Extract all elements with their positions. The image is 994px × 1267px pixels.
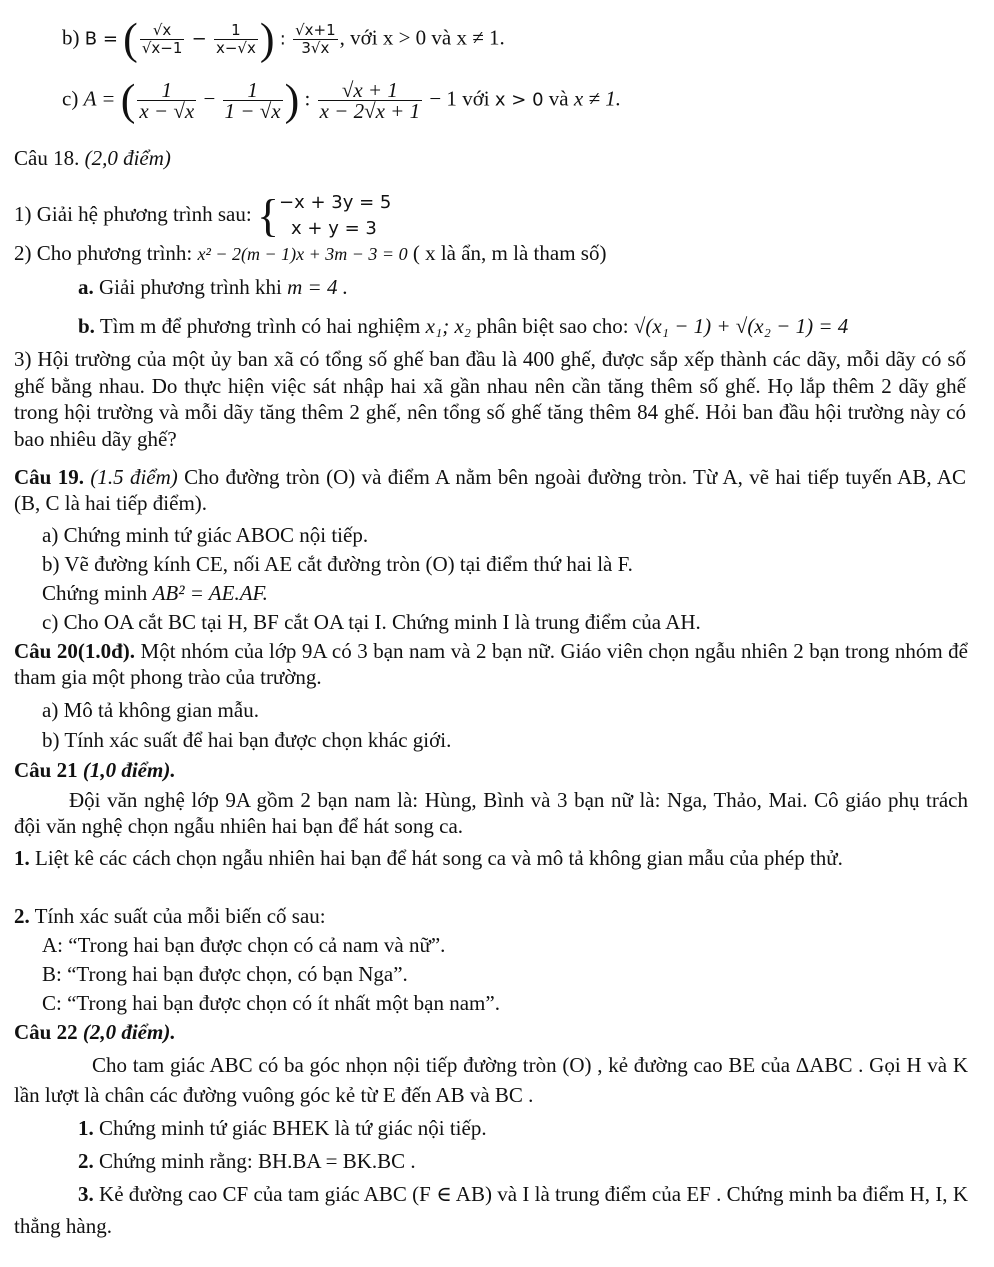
cau19-b2-text: Chứng minh — [42, 581, 148, 605]
cau22-intro: Cho tam giác ABC có ba góc nhọn nội tiếp đường tròn (O) , kẻ đường cao BE của ΔABC . Gọi H và K lần lượt là chân các đường vuông góc kẻ từ E đến AB và BC . — [14, 1053, 968, 1107]
cau18-heading — [14, 145, 171, 171]
item-c-lhs: A = — [83, 86, 116, 111]
item-c-label: c) — [62, 86, 79, 111]
item-b-condition: , với x > 0 và x ≠ 1. — [339, 25, 505, 50]
item-b-lhs: B = — [84, 28, 118, 50]
brace-icon: { — [256, 190, 280, 241]
item-c-line — [62, 75, 621, 125]
paren-open-icon: ( — [123, 14, 138, 64]
cau21-q1-label: 1. — [14, 846, 30, 870]
cau18-b-text: Tìm m để phương trình có hai nghiệm — [99, 314, 421, 338]
cau18-b-condition: √(x₁ − 1) + √(x₂ − 1) = 4 — [633, 314, 849, 338]
paren-close-icon: ) — [284, 75, 300, 125]
item-b-minus: − — [191, 28, 207, 50]
cau19-c: c) Cho OA cắt BC tại H, BF cắt OA tại I. Chứng minh I là trung điểm của AH. — [42, 610, 701, 634]
cau18-part2 — [14, 240, 606, 267]
item-c-cond1: x > 0 — [494, 89, 544, 111]
cau18-a-label: a. — [78, 275, 94, 299]
equation-2: x + y = 3 — [291, 218, 377, 239]
paren-close-icon: ) — [259, 14, 275, 64]
cau22-q1-label: 1. — [78, 1116, 94, 1140]
cau22-q2-text: Chứng minh rằng: BH.BA = BK.BC . — [99, 1149, 416, 1173]
cau21-q2-label: 2. — [14, 904, 30, 928]
cau20-a: a) Mô tả không gian mẫu. — [42, 698, 259, 722]
cau19-b: b) Vẽ đường kính CE, nối AE cắt đường tròn (O) tại điểm thứ hai là F. — [42, 552, 633, 576]
cau19-intro — [14, 464, 966, 516]
cau22-q1 — [78, 1115, 487, 1141]
cau18-part2b — [78, 313, 848, 339]
item-b-fraction-1: $\frac{√x}{√x-1}$ — [141, 21, 183, 57]
item-c-fraction-2: $\frac{1}{1 - √x}$ — [224, 78, 281, 123]
cau18-a-text: Giải phương trình khi — [99, 275, 282, 299]
cau19-title: Câu 19. — [14, 465, 84, 489]
cau22-q1-text: Chứng minh tứ giác BHEK là tứ giác nội tiếp. — [99, 1116, 487, 1140]
cau21-q1-text: Liệt kê các cách chọn ngẫu nhiên hai bạn để hát song ca và mô tả không gian mẫu của phép thử. — [35, 846, 843, 870]
cau19-points: (1.5 điểm) — [90, 465, 178, 489]
cau21-heading — [14, 757, 176, 783]
item-b-line — [62, 14, 505, 64]
cau20-b: b) Tính xác suất để hai bạn được chọn khác giới. — [42, 728, 452, 752]
cau22-q2-label: 2. — [78, 1149, 94, 1173]
cau18-b-text2: phân biệt sao cho: — [476, 314, 629, 338]
item-b-fraction-3: $\frac{√x+1}{3√x}$ — [295, 21, 336, 57]
equation-1: −x + 3y = 5 — [279, 192, 392, 213]
cau20-points: (1.0đ). — [77, 639, 136, 663]
cau18-points: (2,0 điểm) — [84, 146, 171, 170]
item-b-divide: : — [279, 28, 286, 50]
item-b-fraction-2: $\frac{1}{x-√x}$ — [215, 21, 256, 57]
item-c-tail: − 1 — [429, 86, 457, 111]
cau18-equation: x² − 2(m − 1)x + 3m − 3 = 0 — [197, 244, 408, 264]
cau22-heading — [14, 1019, 176, 1045]
cau21-intro: Đội văn nghệ lớp 9A gồm 2 bạn nam là: Hùng, Bình và 3 bạn nữ là: Nga, Thảo, Mai. Cô giáo phụ trách đội văn nghệ chọn ngẫu nhiên hai bạn để hát song ca. — [14, 788, 968, 838]
cau19-b2-equation: AB² = AE.AF. — [152, 581, 268, 605]
item-c-voi: với — [462, 86, 490, 111]
item-c-cond2: x ≠ 1. — [573, 86, 621, 111]
cau18-title: Câu 18. — [14, 146, 80, 170]
cau22-q3-label: 3. — [78, 1182, 94, 1206]
cau19-intro-text: Cho đường tròn (O) và điểm A nằm bên ngoài đường tròn. Từ A, vẽ hai tiếp tuyến AB, AC (B, C là hai tiếp điểm). — [14, 465, 966, 515]
cau18-part2-text: 2) Cho phương trình: — [14, 241, 193, 265]
paren-open-icon: ( — [120, 75, 136, 125]
equation-system — [279, 190, 391, 242]
item-c-fraction-1: $\frac{1}{x - √x}$ — [139, 78, 195, 123]
cau21-event-a: A: “Trong hai bạn được chọn có cả nam và nữ”. — [42, 933, 446, 957]
cau21-q1 — [14, 845, 968, 871]
cau21-q2-text: Tính xác suất của mỗi biến cố sau: — [34, 904, 326, 928]
item-c-fraction-3: $\frac{√x + 1}{x - 2√x + 1}$ — [319, 78, 421, 123]
cau18-part1 — [14, 190, 391, 242]
item-c-divide: : — [304, 86, 311, 111]
cau18-b-label: b. — [78, 314, 95, 338]
cau19-a: a) Chứng minh tứ giác ABOC nội tiếp. — [42, 523, 369, 547]
cau18-part2a — [78, 274, 348, 300]
cau18-b-roots: x₁; x₂ — [425, 314, 472, 338]
item-c-va: và — [548, 86, 569, 111]
cau21-q2 — [14, 903, 326, 929]
cau22-q3-text: Kẻ đường cao CF của tam giác ABC (F ∈ AB) và I là trung điểm của EF . Chứng minh ba điểm H, I, K thẳng hàng. — [14, 1182, 969, 1238]
cau22-q3 — [14, 1178, 968, 1242]
cau21-title: Câu 21 — [14, 758, 78, 782]
cau18-part1-text: 1) Giải hệ phương trình sau: — [14, 201, 252, 226]
cau21-event-b: B: “Trong hai bạn được chọn, có bạn Nga”. — [42, 962, 408, 986]
cau21-event-c: C: “Trong hai bạn được chọn có ít nhất một bạn nam”. — [42, 991, 500, 1015]
cau18-equation-note: ( x là ẩn, m là tham số) — [412, 241, 607, 265]
cau22-title: Câu 22 — [14, 1020, 78, 1044]
cau18-part3: 3) Hội trường của một ủy ban xã có tổng số ghế ban đầu là 400 ghế, được sắp xếp thành các dãy, mỗi dãy có số ghế bằng nhau. Do thực hiện việc sát nhập hai xã gần nhau nên cần tăng thêm số ghế. Họ lắp thêm 2 dãy ghế trong hội trường và mỗi dãy tăng thêm 2 ghế, nên tổng số ghế tăng thêm 84 ghế. Hỏi ban đầu hội trường này có bao nhiêu dãy ghế? — [14, 347, 966, 451]
cau20-title: Câu 20 — [14, 639, 78, 663]
cau19-b2 — [42, 580, 268, 606]
cau20-intro-text: Một nhóm của lớp 9A có 3 bạn nam và 2 bạn nữ. Giáo viên chọn ngẫu nhiên 2 bạn trong nhóm để tham gia một phong trào của trường. — [14, 639, 968, 689]
cau18-a-condition: m = 4 . — [287, 275, 348, 299]
item-c-minus: − — [203, 86, 216, 111]
cau21-points: (1,0 điểm). — [82, 758, 176, 782]
item-b-label: b) — [62, 25, 80, 50]
cau22-q2 — [78, 1148, 416, 1174]
cau20-intro — [14, 638, 968, 690]
cau22-points: (2,0 điểm). — [82, 1020, 176, 1044]
